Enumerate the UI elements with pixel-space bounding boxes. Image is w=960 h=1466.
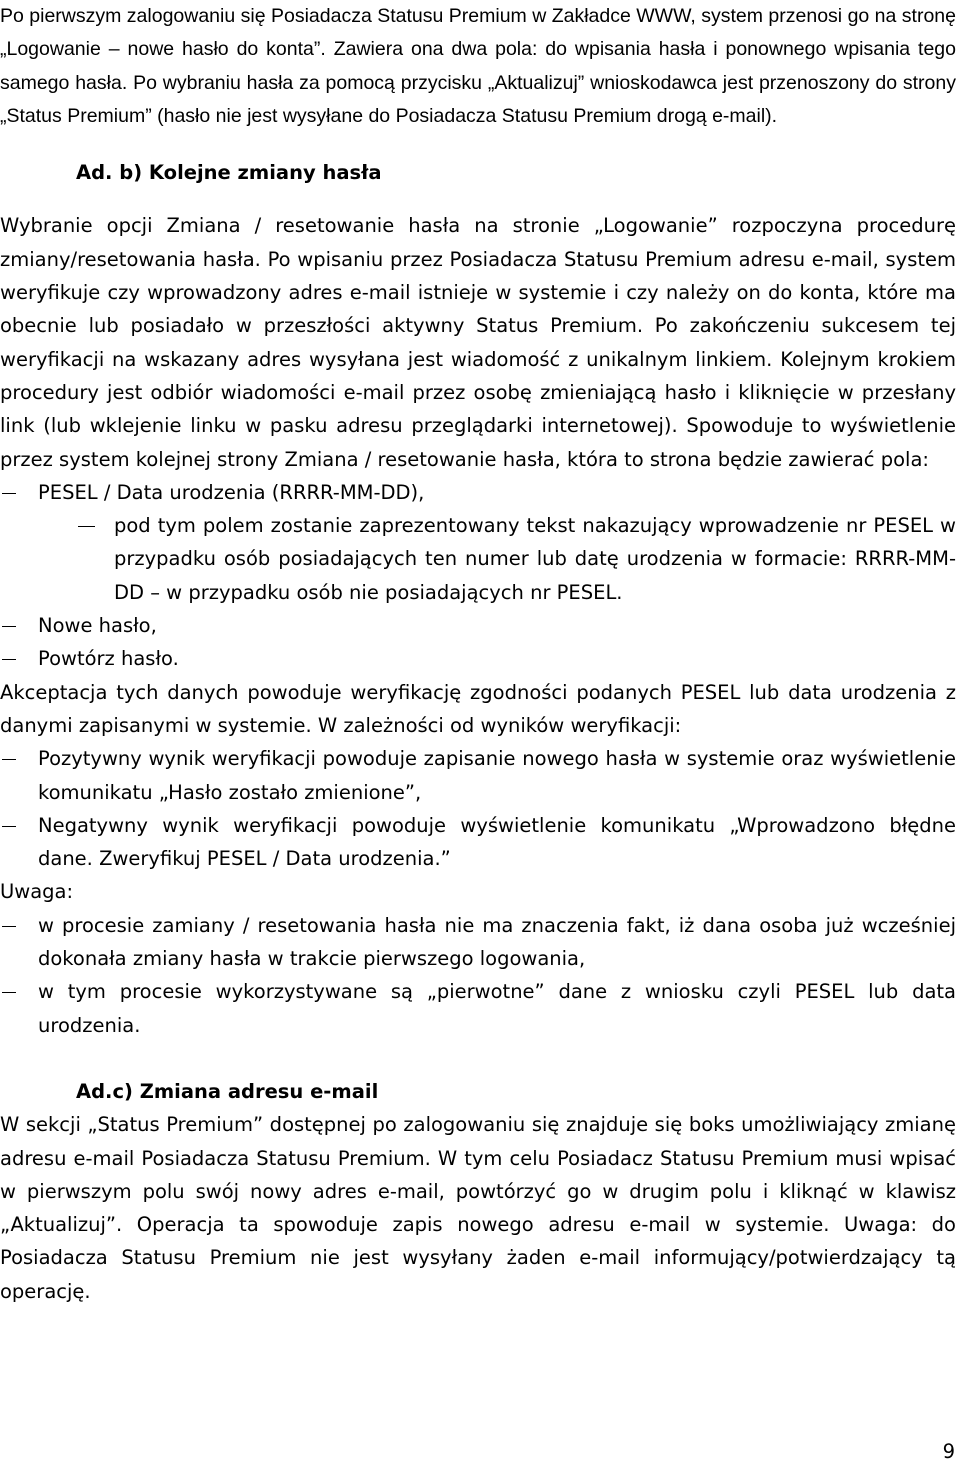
list-item [0,909,956,976]
result-negative: Negatywny wynik weryfikacji powoduje wyświetlenie komunikatu „Wprowadzono błędne dane. Zweryfikuj PESEL / Data urodzenia.” [38,813,956,871]
result-positive: Pozytywny wynik weryfikacji powoduje zapisanie nowego hasła w systemie oraz wyświetlenie komunikatu „Hasło zostało zmienione”, [38,747,956,804]
section-b-heading: Ad. b) Kolejne zmiany hasła [76,161,382,185]
field-new-password-label: Nowe hasło, [38,614,157,638]
verification-results-list [0,742,956,875]
page-number: 9 [942,1440,955,1463]
note-item: w tym procesie wykorzystywane są „pierwotne” dane z wniosku czyli PESEL lub data urodzenia. [38,980,956,1037]
field-pesel-label: PESEL / Data urodzenia (RRRR-MM-DD), [38,480,425,504]
intro-paragraph: Po pierwszym zalogowaniu się Posiadacza Statusu Premium w Zakładce WWW, system przenosi go na stronę „Logowanie – nowe hasło do konta”. Zawiera ona dwa pola: do wpisania hasła i ponownego wpisania tego samego hasła. Po wybraniu hasła za pomocą przycisku „Aktualizuj” wnioskodawca jest przenoszony do strony „Status Premium” (hasło nie jest wysyłane do Posiadacza Statusu Premium drogą e-mail). [0,5,956,127]
notes-list [0,909,956,1042]
password-fields-list [0,476,956,509]
list-item [0,476,956,509]
note-item: w procesie zamiany / resetowania hasła nie ma znaczenia fakt, iż dana osoba już wcześniej dokonała zmiany hasła w trakcie pierwszego logowania, [38,913,956,971]
list-item [0,975,956,1042]
field-pesel-hint: pod tym polem zostanie zaprezentowany tekst nakazujący wprowadzenie nr PESEL w przypadku osób posiadających ten numer lub datę urodzenia w formacie: RRRR-MM-DD – w przypadku osób nie posiadających nr PESEL. [114,514,956,604]
list-item [76,509,956,609]
pesel-sublist [0,509,956,609]
note-label: Uwaga: [0,880,74,904]
list-item [0,742,956,809]
list-item [0,609,956,642]
section-c-paragraph: W sekcji „Status Premium” dostępnej po zalogowaniu się znajduje się boks umożliwiający zmianę adresu e-mail Posiadacza Statusu Premium. W tym celu Posiadacz Statusu Premium musi wpisać w pierwszym polu swój nowy adres e-mail, powtórzyć go w drugim polu i kliknąć w klawisz „Aktualizuj”. Operacja ta spowoduje zapis nowego adresu e-mail w systemie. Uwaga: do Posiadacza Statusu Premium nie jest wysyłany żaden e-mail informujący/potwierdzający tą operację. [0,1113,956,1303]
section-c-heading: Ad.c) Zmiana adresu e-mail [76,1079,379,1103]
section-b-paragraph: Wybranie opcji Zmiana / resetowanie hasła na stronie „Logowanie” rozpoczyna procedurę zmiany/resetowania hasła. Po wpisaniu przez Posiadacza Statusu Premium adresu e-mail, system weryfikuje czy wprowadzony adres e-mail istnieje w systemie i czy należy on do konta, które ma obecnie lub posiadało w przeszłości aktywny Status Premium. Po zakończeniu sukcesem tej weryfikacji na wskazany adres wysyłana jest wiadomość z unikalnym linkiem. Kolejnym krokiem procedury jest odbiór wiadomości e-mail przez osobę zmieniającą hasło i kliknięcie w przesłany link (lub wklejenie linku w pasku adresu przeglądarki internetowej). Spowoduje to wyświetlenie przez system kolejnej strony Zmiana / resetowanie hasła, która to strona będzie zawierać pola: [0,214,956,471]
list-item [0,642,956,675]
password-fields-list-continued [0,609,956,676]
list-item [0,809,956,876]
field-repeat-password-label: Powtórz hasło. [38,647,179,671]
acceptance-paragraph: Akceptacja tych danych powoduje weryfikację zgodności podanych PESEL lub data urodzenia z danymi zapisanymi w systemie. W zależności od wyników weryfikacji: [0,680,956,737]
